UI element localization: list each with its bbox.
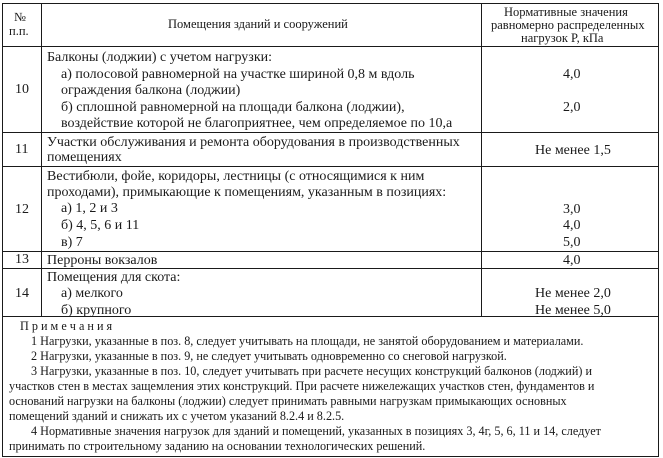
row-11-line2: помещениях: [47, 150, 122, 165]
header-norm-line2: равномерно распределенных: [491, 18, 645, 32]
row-14-value-b: Не менее 5,0: [535, 303, 611, 318]
note-3-line1: 3 Нагрузки, указанные в поз. 10, следует учитывать при расчете несущих конструкций балконов (лоджий) и: [31, 364, 592, 378]
note-4-line1: 4 Нормативные значения нагрузок для зданий и помещений, указанных в позициях 3, 4г, 5, 6, 11 и 14, следует: [31, 424, 601, 438]
row-10-number: 10: [15, 82, 29, 97]
table-border-right: [658, 3, 659, 457]
header-divider: [2, 46, 659, 47]
header-norm-line3: нагрузок P, кПа: [521, 31, 604, 45]
row-12-line1: Вестибюли, фойе, коридоры, лестницы (с относящимися к ним: [47, 169, 425, 184]
row-11-line1: Участки обслуживания и ремонта оборудования в производственных: [47, 135, 460, 150]
row-14-title: Помещения для скота:: [47, 270, 181, 285]
row-12-line2: проходами), примыкающие к помещениям, указанным в позициях:: [47, 185, 447, 200]
row-12-item-c: в) 7: [61, 235, 83, 250]
header-premises: Помещения зданий и сооружений: [168, 17, 348, 31]
row-12-value-a: 3,0: [563, 202, 581, 217]
header-num-abbrev: п.п.: [9, 24, 29, 38]
row-12-item-b: б) 4, 5, 6 и 11: [61, 218, 140, 233]
row-12-value-b: 4,0: [563, 218, 581, 233]
note-3-line4: помещений зданий и снижать их с учетом указаний 8.2.4 и 8.2.5.: [9, 409, 345, 423]
row-13-number: 13: [15, 252, 29, 267]
column-divider-value: [481, 3, 482, 316]
note-2: 2 Нагрузки, указанные в поз. 9, не следует учитывать одновременно со снеговой нагрузкой.: [31, 349, 507, 363]
note-1: 1 Нагрузки, указанные в поз. 8, следует учитывать на площади, не занятой оборудованием и материалами.: [31, 334, 584, 348]
row-11-value: Не менее 1,5: [535, 143, 611, 158]
row-12-value-c: 5,0: [563, 235, 581, 250]
row-divider-12-13: [2, 251, 659, 252]
row-10-value-b: 2,0: [563, 100, 581, 115]
column-divider-num: [41, 3, 42, 316]
row-14-item-b: б) крупного: [61, 303, 132, 318]
row-10-value-a: 4,0: [563, 67, 581, 82]
row-13-value: 4,0: [563, 253, 581, 268]
row-12-number: 12: [15, 202, 29, 217]
row-10-item-a-line2: ограждения балкона (лоджии): [61, 83, 241, 98]
row-divider-13-14: [2, 268, 659, 269]
notes-heading: П р и м е ч а н и я: [20, 319, 113, 333]
note-3-line3: оснований нагрузки на балконы (лоджии) следует принимать равными нагрузкам примыкающих основных: [9, 394, 567, 408]
row-10-title: Балконы (лоджии) с учетом нагрузки:: [47, 50, 273, 65]
row-14-value-a: Не менее 2,0: [535, 286, 611, 301]
row-10-item-b-line1: б) сплошной равномерной на площади балкона (лоджии),: [61, 100, 405, 115]
row-divider-10-11: [2, 132, 659, 133]
header-num-symbol: №: [14, 10, 26, 24]
table-border-top: [2, 3, 659, 4]
row-14-item-a: а) мелкого: [61, 286, 123, 301]
row-14-number: 14: [15, 286, 29, 301]
row-12-item-a: а) 1, 2 и 3: [61, 201, 118, 216]
header-norm-line1: Нормативные значения: [504, 5, 628, 19]
row-10-item-b-line2: воздействие которой не благоприятнее, чем определяемое по 10,а: [61, 116, 453, 131]
note-3-line2: участков стен в местах защемления этих конструкций. При расчете нижележащих участков стен, фундаментов и: [9, 379, 595, 393]
table-border-bottom: [2, 456, 659, 457]
row-divider-11-12: [2, 166, 659, 167]
row-10-item-a-line1: а) полосовой равномерной на участке шириной 0,8 м вдоль: [61, 67, 415, 82]
row-13-text: Перроны вокзалов: [47, 253, 158, 268]
note-4-line2: принимать по строительному заданию на основании технологических решений.: [9, 439, 426, 453]
table-border-left: [2, 3, 3, 457]
row-11-number: 11: [15, 142, 29, 157]
